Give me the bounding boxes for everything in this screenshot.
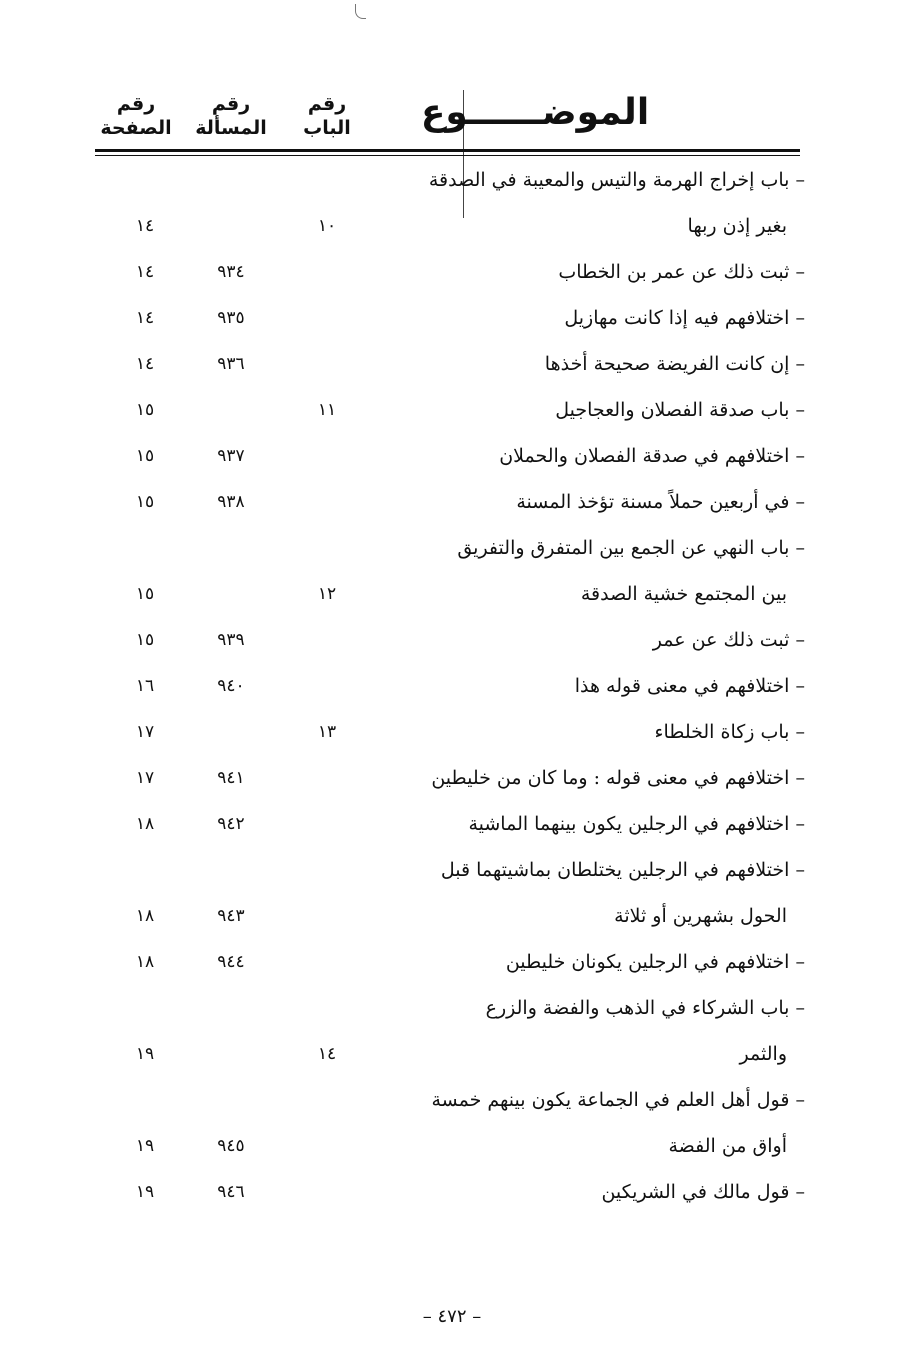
issue-number: ٩٤٣ [217, 906, 245, 926]
table-row [95, 663, 805, 709]
issue-number: ٩٤٦ [217, 1182, 245, 1202]
issue-number: ٩٣٧ [217, 446, 245, 466]
page-number-cell: ١٥ [135, 446, 155, 466]
table-row [95, 1031, 805, 1077]
issue-number: ٩٤٤ [217, 952, 245, 972]
table-row [95, 709, 805, 755]
scan-edge-mark [355, 4, 366, 19]
table-row [95, 571, 805, 617]
topic-text: – اختلافهم في معنى قوله هذا [574, 675, 805, 697]
table-row [95, 433, 805, 479]
page-number-cell: ١٧ [135, 768, 155, 788]
issue-number: ٩٤٥ [217, 1136, 245, 1156]
page-number-column-header: رقم الصفحة [100, 93, 172, 139]
page-number-cell: ١٤ [135, 216, 155, 236]
page-number-cell: ١٨ [135, 906, 155, 926]
issue-number: ٩٤٢ [217, 814, 245, 834]
table-row [95, 847, 805, 893]
page-number-cell: ١٦ [135, 676, 155, 696]
issue-number: ٩٣٩ [217, 630, 245, 650]
page-number-cell: ١٥ [135, 400, 155, 420]
topic-text: أواق من الفضة [668, 1135, 787, 1157]
table-row [95, 755, 805, 801]
issue-number-column-header: رقم المسألة [195, 93, 267, 139]
issue-number: ٩٣٤ [217, 262, 245, 282]
page-number-cell: ١٥ [135, 584, 155, 604]
topic-text: – باب صدقة الفصلان والعجاجيل [555, 399, 805, 421]
table-row [95, 295, 805, 341]
issue-number: ٩٤١ [217, 768, 245, 788]
issue-number: ٩٣٨ [217, 492, 245, 512]
table-row [95, 387, 805, 433]
table-row [95, 939, 805, 985]
page-number-cell: ١٤ [135, 262, 155, 282]
table-row [95, 801, 805, 847]
table-row [95, 893, 805, 939]
table-row [95, 249, 805, 295]
page-number-cell: ١٤ [135, 354, 155, 374]
topic-text: – إن كانت الفريضة صحيحة أخذها [544, 353, 805, 375]
topic-text: بين المجتمع خشية الصدقة [580, 583, 787, 605]
topic-text: – قول أهل العلم في الجماعة يكون بينهم خمسة [431, 1089, 805, 1111]
chapter-number: ١٤ [317, 1044, 337, 1064]
topic-text: – باب الشركاء في الذهب والفضة والزرع [485, 997, 805, 1019]
chapter-number-column-header: رقم الباب [303, 93, 351, 139]
topic-text: الحول بشهرين أو ثلاثة [614, 905, 787, 927]
table-row [95, 1123, 805, 1169]
topic-text: – في أربعين حملاً مسنة تؤخذ المسنة [516, 491, 805, 513]
topic-text: – قول مالك في الشريكين [601, 1181, 805, 1203]
topic-text: – اختلافهم في معنى قوله : وما كان من خليطين [431, 767, 805, 789]
topic-text: – ثبت ذلك عن عمر [652, 629, 805, 651]
chapter-number: ١١ [317, 400, 337, 420]
topic-text: – باب زكاة الخلطاء [654, 721, 805, 743]
table-row [95, 157, 805, 203]
chapter-number: ١٣ [317, 722, 337, 742]
page-number-cell: ١٧ [135, 722, 155, 742]
topic-text: – اختلافهم في الرجلين يختلطان بماشيتهما قبل [440, 859, 805, 881]
issue-number: ٩٣٥ [217, 308, 245, 328]
topic-column-header: الموضــــــوع [420, 92, 650, 133]
table-header [95, 78, 800, 156]
table-row [95, 203, 805, 249]
topic-text: – اختلافهم في الرجلين يكون بينهما الماشية [468, 813, 805, 835]
page-number: – ٤٧٢ – [422, 1306, 482, 1327]
table-row [95, 341, 805, 387]
page-number-cell: ١٩ [135, 1044, 155, 1064]
header-rule-thin [95, 155, 800, 156]
issue-number: ٩٤٠ [217, 676, 245, 696]
table-row [95, 479, 805, 525]
topic-text: – ثبت ذلك عن عمر بن الخطاب [558, 261, 805, 283]
topic-text: – اختلافهم في صدقة الفصلان والحملان [499, 445, 805, 467]
page-number-cell: ١٤ [135, 308, 155, 328]
table-row [95, 1169, 805, 1215]
topic-text: – اختلافهم في الرجلين يكونان خليطين [505, 951, 805, 973]
page-number-cell: ١٨ [135, 814, 155, 834]
page-number-cell: ١٩ [135, 1182, 155, 1202]
topic-text: – باب النهي عن الجمع بين المتفرق والتفريق [457, 537, 805, 559]
issue-number: ٩٣٦ [217, 354, 245, 374]
chapter-number: ١٢ [317, 584, 337, 604]
page-number-cell: ١٨ [135, 952, 155, 972]
table-body [95, 157, 805, 1215]
topic-text: بغير إذن ربها [687, 215, 787, 237]
table-row [95, 525, 805, 571]
header-rule-thick [95, 149, 800, 152]
chapter-number: ١٠ [317, 216, 337, 236]
topic-text: والثمر [739, 1043, 787, 1065]
topic-text: – باب إخراج الهرمة والتيس والمعيبة في الصدقة [428, 169, 805, 191]
page-number-cell: ١٥ [135, 492, 155, 512]
table-row [95, 1077, 805, 1123]
table-row [95, 617, 805, 663]
table-row [95, 985, 805, 1031]
page-number-cell: ١٩ [135, 1136, 155, 1156]
page-number-cell: ١٥ [135, 630, 155, 650]
topic-text: – اختلافهم فيه إذا كانت مهازيل [564, 307, 805, 329]
